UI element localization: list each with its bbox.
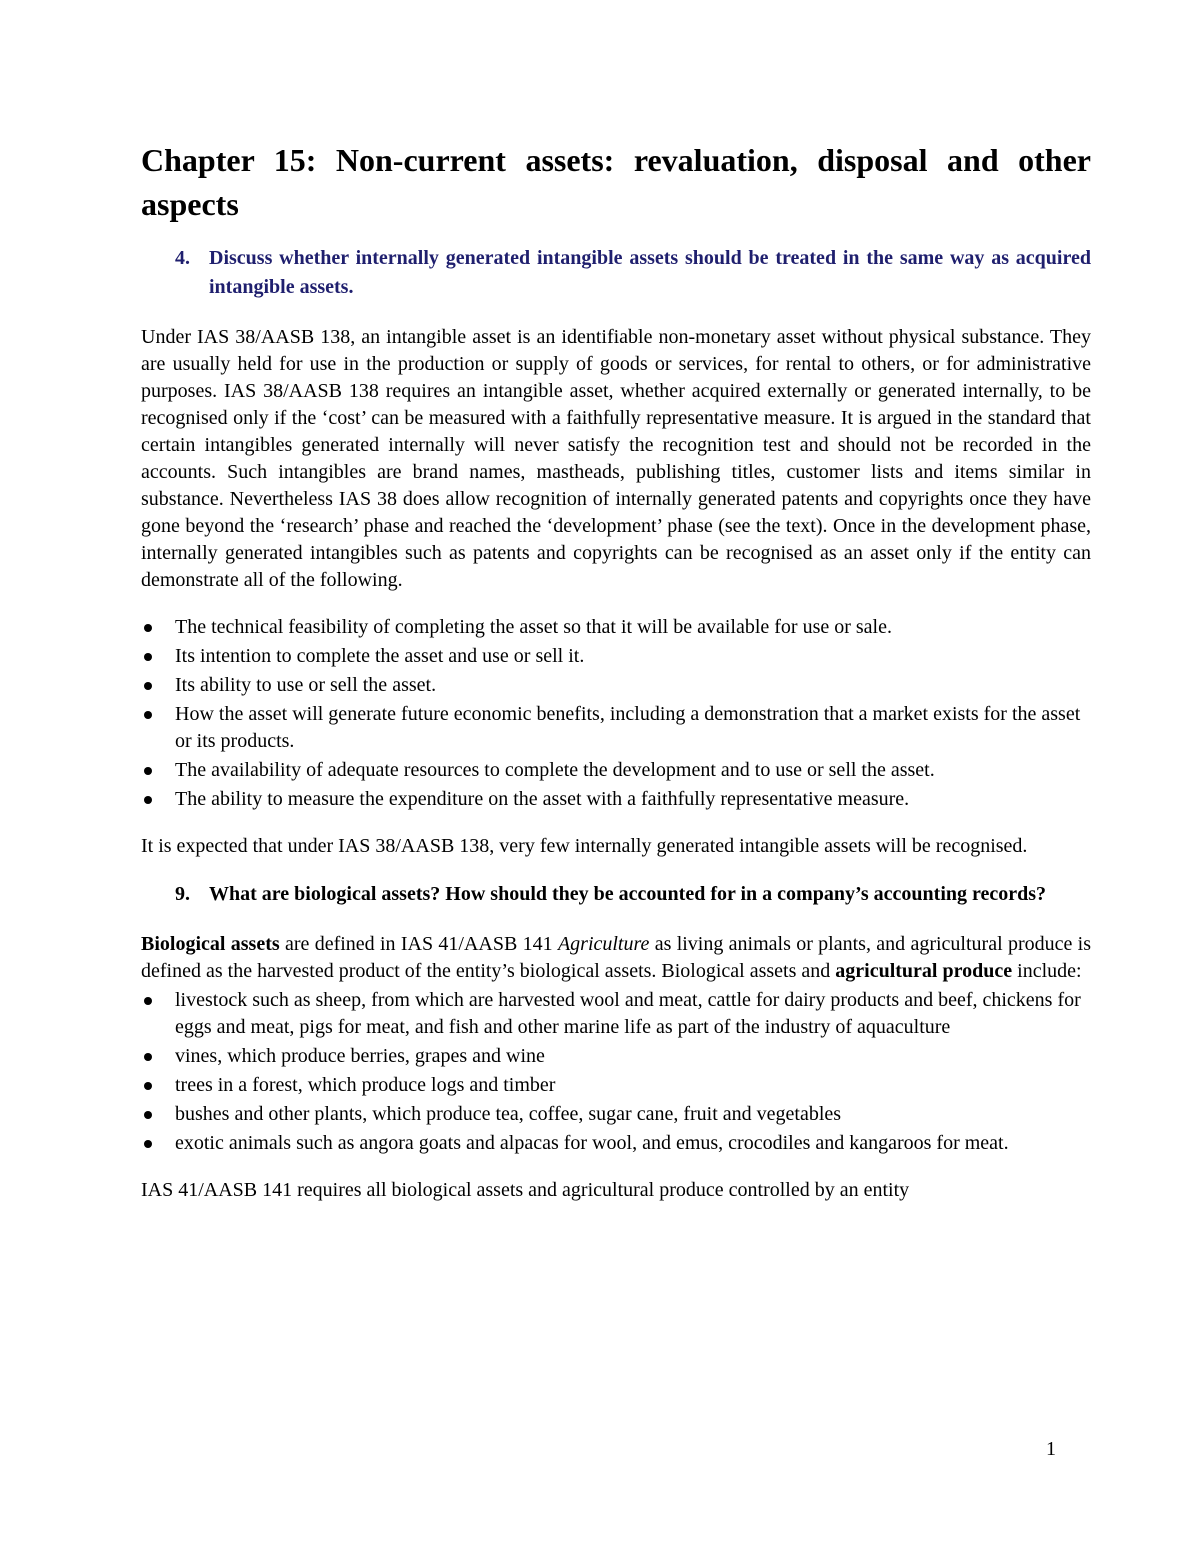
list-item	[141, 1101, 1091, 1128]
list-item	[141, 701, 1091, 755]
bullet-icon	[141, 987, 175, 1041]
list-item	[141, 614, 1091, 641]
question-4-conclusion: It is expected that under IAS 38/AASB 138, very few internally generated intangible assets will be recognised.	[141, 835, 1028, 857]
question-4-text: Discuss whether internally generated intangible assets should be treated in the same way as acquired intangible assets.	[209, 247, 1091, 298]
bullet-icon	[141, 786, 175, 813]
list-item-text: Its intention to complete the asset and use or sell it.	[175, 645, 585, 667]
standard-title: Agriculture	[557, 933, 650, 955]
list-item	[141, 1130, 1091, 1157]
list-item	[141, 643, 1091, 670]
bullet-icon	[141, 1130, 175, 1157]
list-item-text: How the asset will generate future economic benefits, including a demonstration that a market exists for the asset or its products.	[175, 703, 1081, 752]
list-item-text: The availability of adequate resources to complete the development and to use or sell the asset.	[175, 759, 935, 781]
question-9-final-line: IAS 41/AASB 141 requires all biological assets and agricultural produce controlled by an entity	[141, 1179, 910, 1201]
term-agricultural-produce: agricultural produce	[835, 960, 1013, 982]
question-4-criteria-list	[141, 614, 1091, 813]
bullet-icon	[141, 1043, 175, 1070]
question-9-number: 9.	[175, 883, 190, 905]
bullet-icon	[141, 1072, 175, 1099]
question-4	[141, 244, 1091, 302]
list-item-text: The ability to measure the expenditure on the asset with a faithfully representative measure.	[175, 788, 910, 810]
bullet-icon	[141, 672, 175, 699]
list-item	[141, 757, 1091, 784]
page-content	[141, 138, 1091, 1224]
list-item-text: The technical feasibility of completing the asset so that it will be available for use or sale.	[175, 616, 892, 638]
paragraph-text: include:	[1012, 960, 1082, 982]
list-item-text: vines, which produce berries, grapes and wine	[175, 1045, 545, 1067]
term-biological-assets: Biological assets	[141, 933, 280, 955]
chapter-title: Chapter 15: Non-current assets: revaluation, disposal and other aspects	[141, 142, 1091, 222]
list-item-text: trees in a forest, which produce logs and timber	[175, 1074, 556, 1096]
list-item	[141, 786, 1091, 813]
list-item	[141, 672, 1091, 699]
list-item	[141, 987, 1091, 1041]
question-9	[141, 880, 1091, 909]
list-item-text: exotic animals such as angora goats and alpacas for wool, and emus, crocodiles and kangaroos for meat.	[175, 1132, 1009, 1154]
bullet-icon	[141, 643, 175, 670]
list-item-text: Its ability to use or sell the asset.	[175, 674, 437, 696]
question-4-answer-paragraph: Under IAS 38/AASB 138, an intangible asset is an identifiable non-monetary asset without physical substance. They are usually held for use in the production or supply of goods or services, for rental to others, or for administrative purposes. IAS 38/AASB 138 requires an intangible asset, whether acquired externally or generated internally, to be recognised only if the ‘cost’ can be measured with a faithfully representative measure. It is argued in the standard that certain intangibles generated internally will never satisfy the recognition test and should not be recorded in the accounts. Such intangibles are brand names, mastheads, publishing titles, customer lists and items similar in substance. Nevertheless IAS 38 does allow recognition of internally generated patents and copyrights once they have gone beyond the ‘research’ phase and reached the ‘development’ phase (see the text). Once in the development phase, internally generated intangibles such as patents and copyrights can be recognised as an asset only if the entity can demonstrate all of the following.	[141, 326, 1091, 591]
list-item-text: bushes and other plants, which produce tea, coffee, sugar cane, fruit and vegetables	[175, 1103, 842, 1125]
question-9-examples-list	[141, 987, 1091, 1157]
question-4-number: 4.	[175, 247, 190, 269]
page-number: 1	[1046, 1438, 1056, 1460]
bullet-icon	[141, 614, 175, 641]
list-item	[141, 1072, 1091, 1099]
bullet-icon	[141, 1101, 175, 1128]
list-item-text: livestock such as sheep, from which are harvested wool and meat, cattle for dairy products and beef, chickens for eggs and meat, pigs for meat, and fish and other marine life as part of the industry of aquaculture	[175, 989, 1081, 1038]
paragraph-text: as living animals or plants, and agricultural produce is defined as the harvested product of the entity’s biological assets. Biological assets and	[141, 933, 1092, 982]
question-9-text: What are biological assets? How should they be accounted for in a company’s accounting records?	[209, 883, 1047, 905]
bullet-icon	[141, 701, 175, 755]
bullet-icon	[141, 757, 175, 784]
list-item	[141, 1043, 1091, 1070]
paragraph-text: are defined in IAS 41/AASB 141	[279, 933, 558, 955]
question-9-answer-paragraph	[141, 931, 1091, 985]
